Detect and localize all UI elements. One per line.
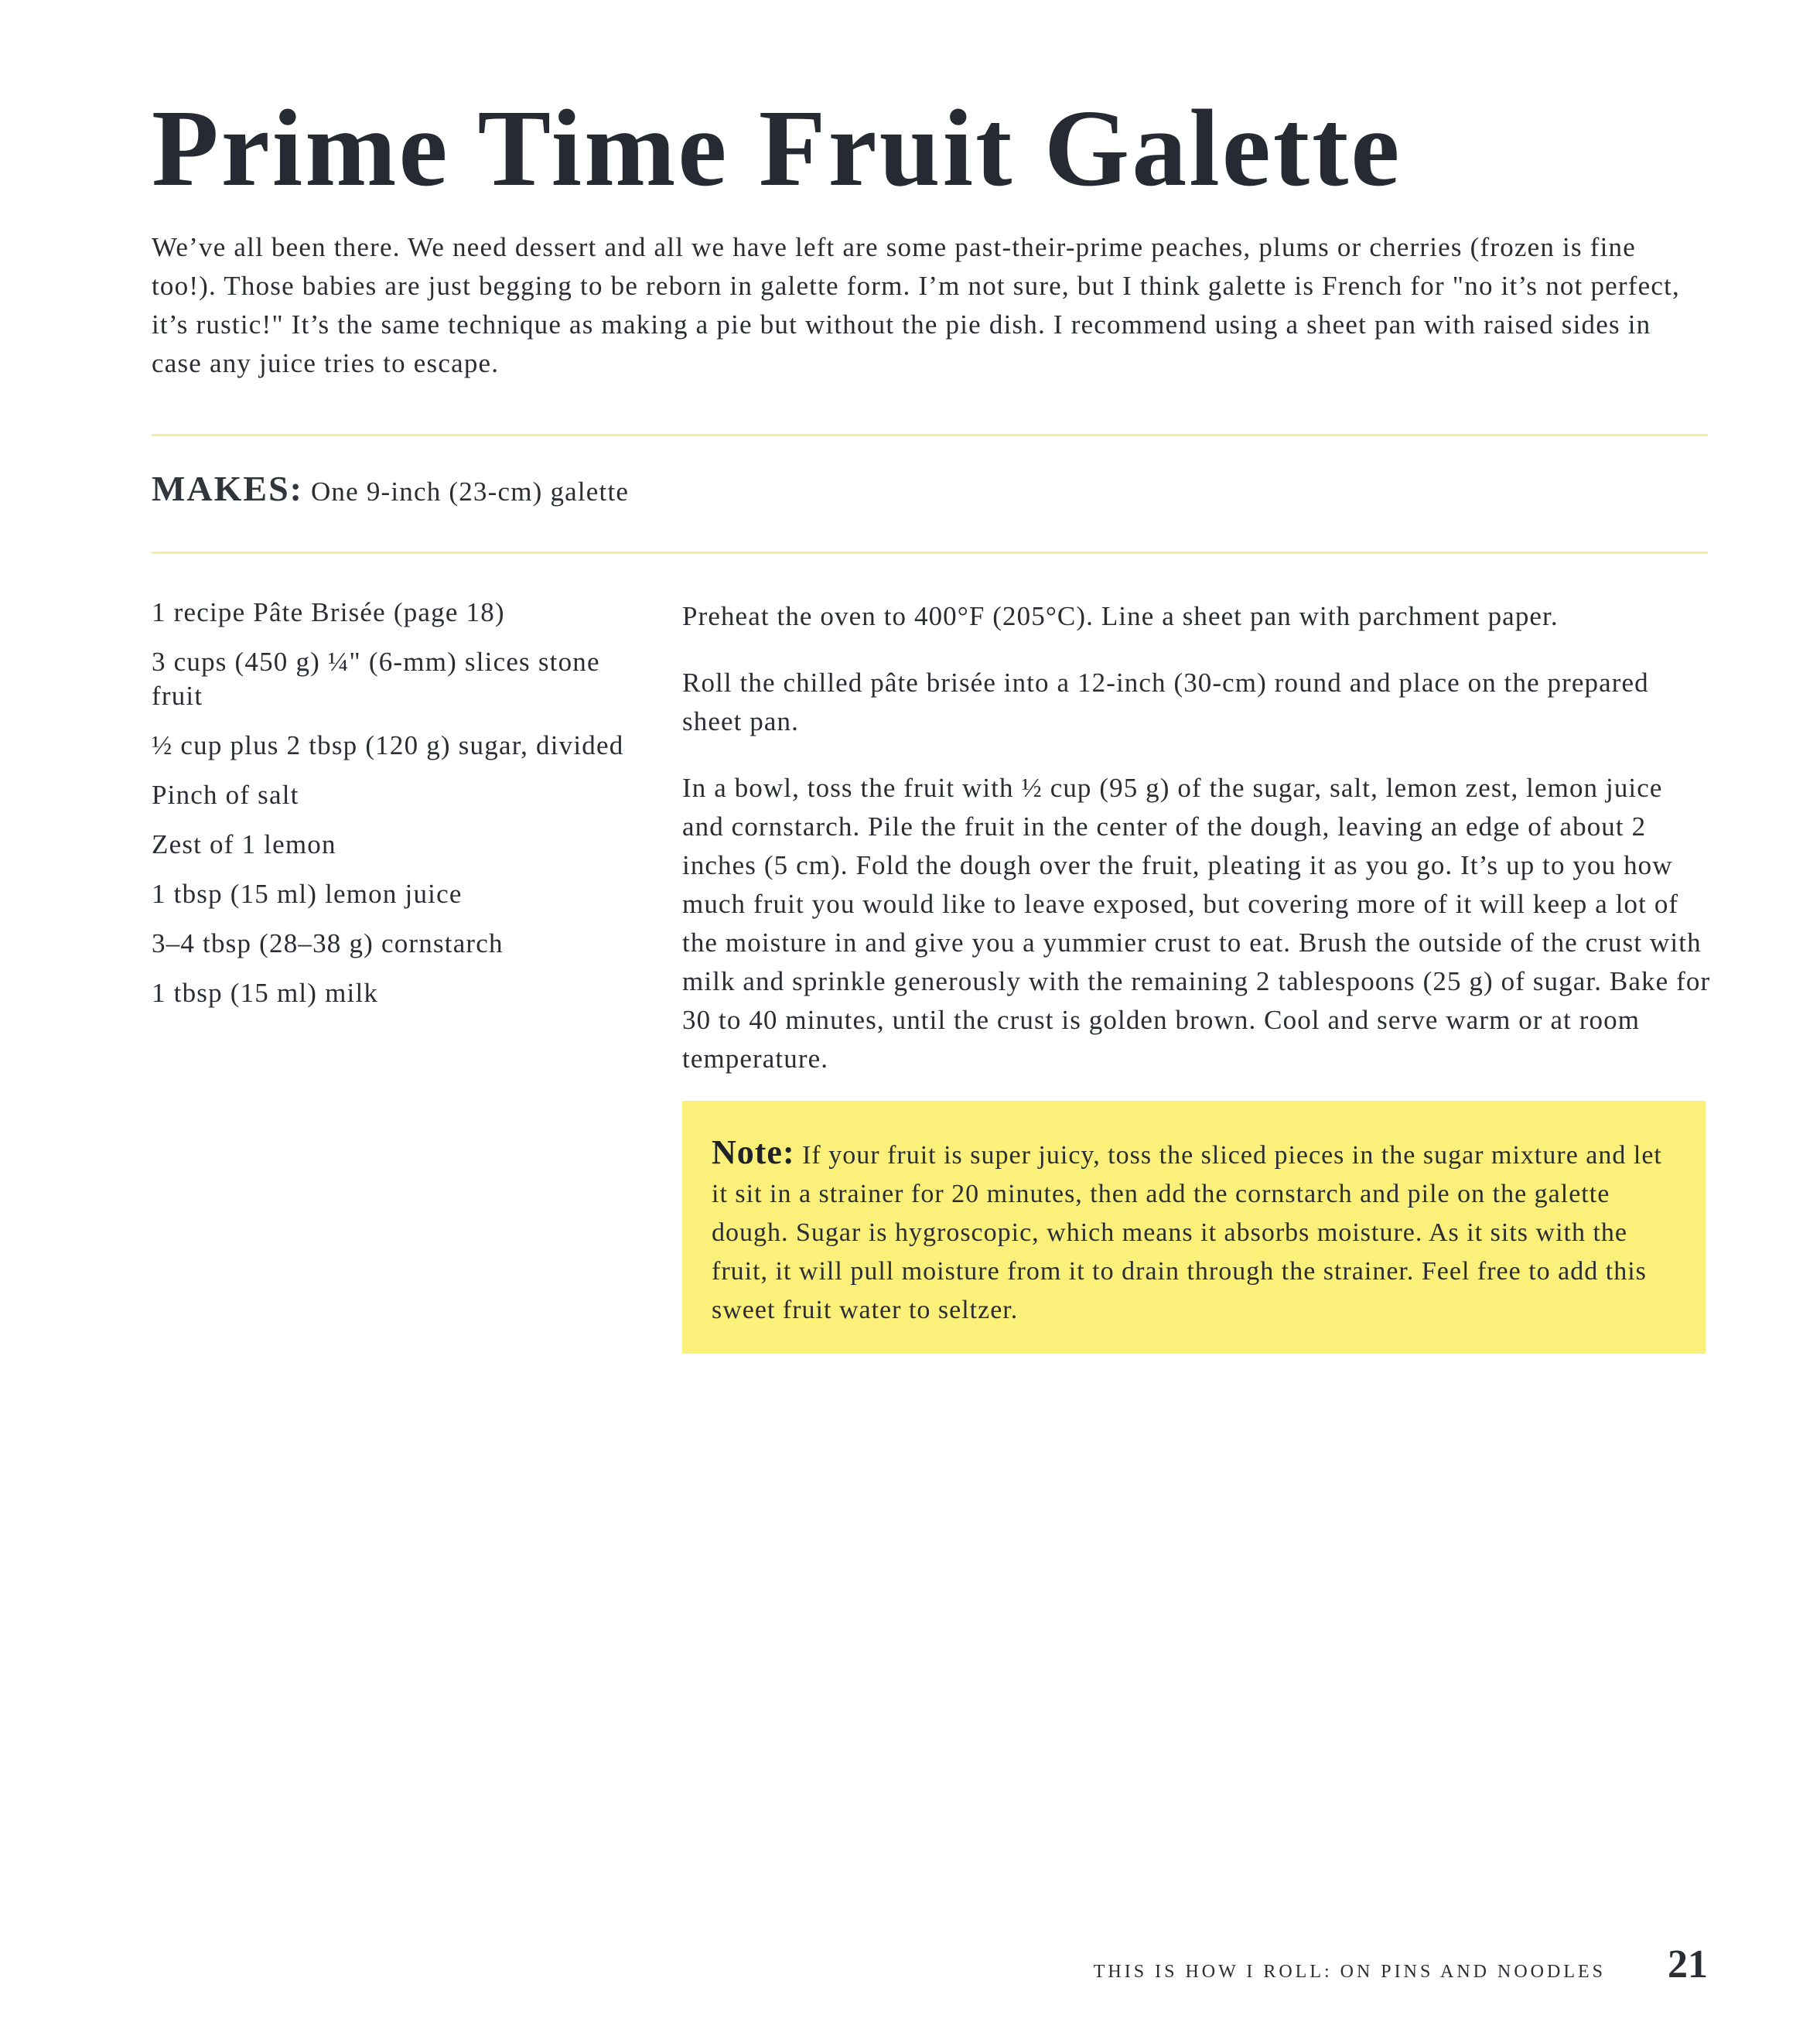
makes-line [152, 468, 629, 509]
divider-bottom [152, 552, 1708, 554]
ingredient-item: 1 tbsp (15 ml) milk [152, 978, 379, 1008]
recipe-title: Prime Time Fruit Galette [152, 87, 1402, 209]
instruction-step: Preheat the oven to 400°F (205°C). Line a sheet pan with parchment paper. [682, 601, 1559, 631]
instructions [682, 597, 1711, 1106]
makes-label: MAKES: [152, 469, 303, 508]
ingredient-item: ½ cup plus 2 tbsp (120 g) sugar, divided [152, 730, 624, 760]
instruction-step: In a bowl, toss the fruit with ½ cup (95 g) of the sugar, salt, lemon zest, lemon juice and cornstarch. Pile the fruit in the center of the dough, leaving an edge of about 2 inches (5 cm). Fold the dough over the fruit, pleating it as you go. It’s up to you how much fruit you would like to leave exposed, but covering more of it will keep a lot of the moisture in and give you a yummier crust to eat. Brush the outside of the crust with milk and sprinkle generously with the remaining 2 tablespoons (25 g) of sugar. Bake for 30 to 40 minutes, until the crust is golden brown. Cool and serve warm or at room temperature. [682, 773, 1711, 1074]
note-text: If your fruit is super juicy, toss the sliced pieces in the sugar mixture and let it sit in a strainer for 20 minutes, then add the cornstarch and pile on the galette dough. Sugar is hygroscopic, which means it absorbs moisture. As it sits with the fruit, it will pull moisture from it to drain through the strainer. Feel free to add this sweet fruit water to seltzer. [712, 1141, 1662, 1324]
note-box [682, 1101, 1706, 1354]
ingredient-item: 1 recipe Pâte Brisée (page 18) [152, 597, 505, 627]
makes-value: One 9-inch (23-cm) galette [310, 477, 630, 507]
ingredient-item: 3–4 tbsp (28–38 g) cornstarch [152, 928, 504, 958]
ingredients-list [152, 596, 654, 1026]
divider-top [152, 434, 1708, 436]
instruction-step: Roll the chilled pâte brisée into a 12-inch (30-cm) round and place on the prepared sheet pan. [682, 668, 1649, 736]
intro-paragraph: We’ve all been there. We need dessert and all we have left are some past-their-prime peaches, plums or cherries (frozen is fine too!). Those babies are just begging to be reborn in galette form. I’m not sure, but I think galette is French for "no it’s not perfect, it’s rustic!" It’s the same technique as making a pie but without the pie dish. I recommend using a sheet pan with raised sides in case any juice tries to escape. [152, 232, 1680, 378]
note-label: Note: [712, 1133, 795, 1171]
ingredient-item: 3 cups (450 g) ¼" (6-mm) slices stone fruit [152, 647, 600, 711]
page-footer [1094, 1942, 1708, 1987]
running-footer-title: THIS IS HOW I ROLL: ON PINS AND NOODLES [1093, 1962, 1606, 1982]
page-number: 21 [1668, 1942, 1708, 1986]
ingredient-item: Zest of 1 lemon [152, 829, 336, 859]
ingredient-item: Pinch of salt [152, 780, 299, 810]
ingredient-item: 1 tbsp (15 ml) lemon juice [152, 879, 463, 909]
